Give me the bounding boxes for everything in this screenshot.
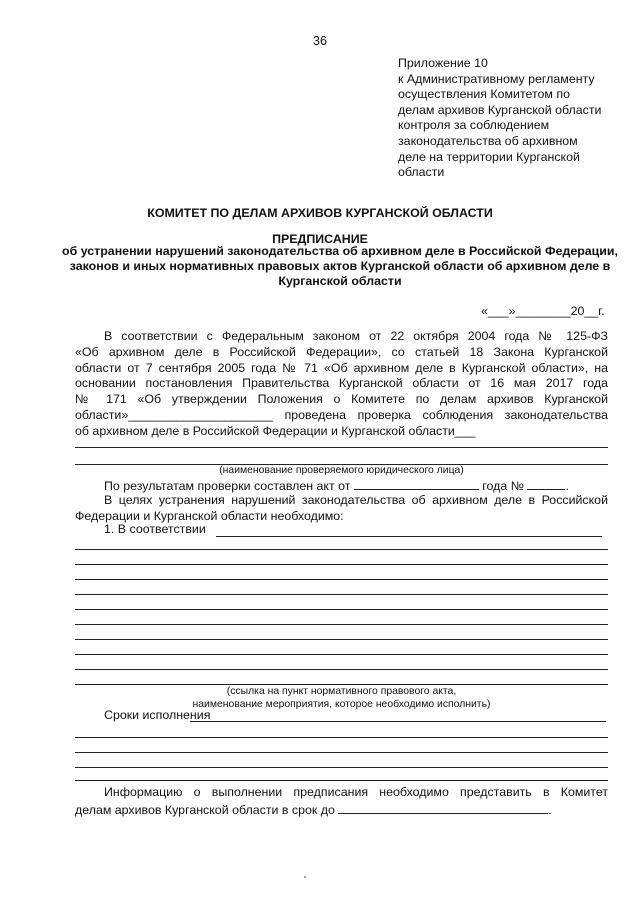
act-number-blank[interactable]: [527, 477, 565, 490]
fill-line[interactable]: [75, 564, 608, 565]
fill-line[interactable]: [75, 549, 608, 550]
document-subject: [60, 244, 620, 290]
act-prefix: По результатам проверки составлен акт от: [104, 479, 351, 493]
purpose-line: В целях устранения нарушений законодательства об архивном деле в Российской: [104, 493, 608, 507]
item-1-fill-line[interactable]: [216, 536, 602, 537]
page-number: 36: [313, 34, 327, 48]
appendix-line: осуществления Комитетом по: [398, 87, 570, 102]
act-suffix: .: [565, 479, 569, 493]
appendix-line: делам архивов Курганской области: [398, 102, 602, 117]
appendix-header: [398, 56, 628, 181]
info-line-2: [75, 801, 608, 819]
appendix-line: законодательства об архивном: [398, 133, 578, 148]
act-date-blank[interactable]: [354, 477, 479, 490]
info-line: Информацию о выполнении предписания необходимо представить в Комитет: [104, 785, 608, 799]
appendix-line: области: [398, 165, 445, 180]
fill-line[interactable]: [75, 609, 608, 610]
appendix-line: Приложение 10: [398, 56, 488, 70]
preamble-line: № 171 «Об утверждении Положения о Комитете по делам архивов Курганской: [75, 392, 608, 407]
reference-caption-line: (ссылка на пункт нормативного правового акта,: [226, 686, 457, 697]
date-field[interactable]: «___»________20__г.: [481, 304, 605, 318]
entity-caption: (наименование проверяемого юридического лица): [219, 465, 464, 476]
fill-line[interactable]: [75, 684, 608, 685]
act-line: [75, 477, 608, 495]
preamble-line: области»_____________________ проведена проверка соблюдения законодательства: [75, 407, 608, 422]
purpose-line: Федерации и Курганской области необходимо:: [75, 508, 344, 523]
appendix-line: контроля за соблюдением: [398, 118, 550, 133]
preamble-paragraph: [75, 329, 608, 440]
info-suffix: .: [548, 802, 552, 817]
scan-speck: [304, 876, 306, 878]
fill-line[interactable]: [75, 594, 608, 595]
fill-line[interactable]: [75, 654, 608, 655]
entity-fill-line[interactable]: [75, 447, 608, 448]
info-paragraph: [75, 785, 608, 819]
subject-line: об устранении нарушений законодательства об архивном деле в Российской Федерации,: [62, 244, 618, 258]
deadlines-fill-line[interactable]: [190, 721, 606, 722]
fill-line[interactable]: [75, 624, 608, 625]
fill-line[interactable]: [75, 639, 608, 640]
info-line: делам архивов Курганской области в срок до: [75, 802, 335, 817]
fill-line[interactable]: [75, 579, 608, 580]
fill-line[interactable]: [75, 752, 608, 753]
subject-line: законов и иных нормативных правовых актов Курганской области об архивном деле в: [69, 259, 611, 274]
appendix-line: к Административному регламенту: [398, 71, 595, 86]
item-1-label: 1. В соответствии: [104, 522, 206, 536]
fill-line[interactable]: [75, 780, 608, 781]
purpose-paragraph: [75, 493, 608, 525]
preamble-line: области от 7 сентября 2005 года № 71 «Об архивном деле в Курганской области», на: [75, 360, 608, 375]
preamble-line: об архивном деле в Российской Федерации и Курганской области___: [75, 423, 476, 438]
appendix-line: деле на территории Курганской: [398, 149, 580, 164]
fill-line[interactable]: [75, 669, 608, 670]
fill-line[interactable]: [75, 737, 608, 738]
preamble-line: основании постановления Правительства Курганской области от 16 мая 2017 года: [75, 376, 608, 391]
organization-name: КОМИТЕТ ПО ДЕЛАМ АРХИВОВ КУРГАНСКОЙ ОБЛАСТИ: [147, 206, 493, 220]
reference-caption-line: наименование мероприятия, которое необходимо исполнить): [192, 698, 491, 710]
subject-line: Курганской области: [278, 274, 402, 289]
document-title: ПРЕДПИСАНИЕ: [272, 232, 368, 246]
fill-line[interactable]: [75, 767, 608, 768]
act-middle: года №: [482, 479, 525, 493]
deadlines-label: Сроки исполнения: [104, 708, 211, 722]
preamble-line: В соответствии с Федеральным законом от 22 октября 2004 года № 125-ФЗ: [104, 329, 608, 343]
preamble-line: «Об архивном деле в Российской Федерации», со статьей 18 Закона Курганской: [75, 344, 608, 359]
info-deadline-blank[interactable]: [338, 801, 548, 814]
